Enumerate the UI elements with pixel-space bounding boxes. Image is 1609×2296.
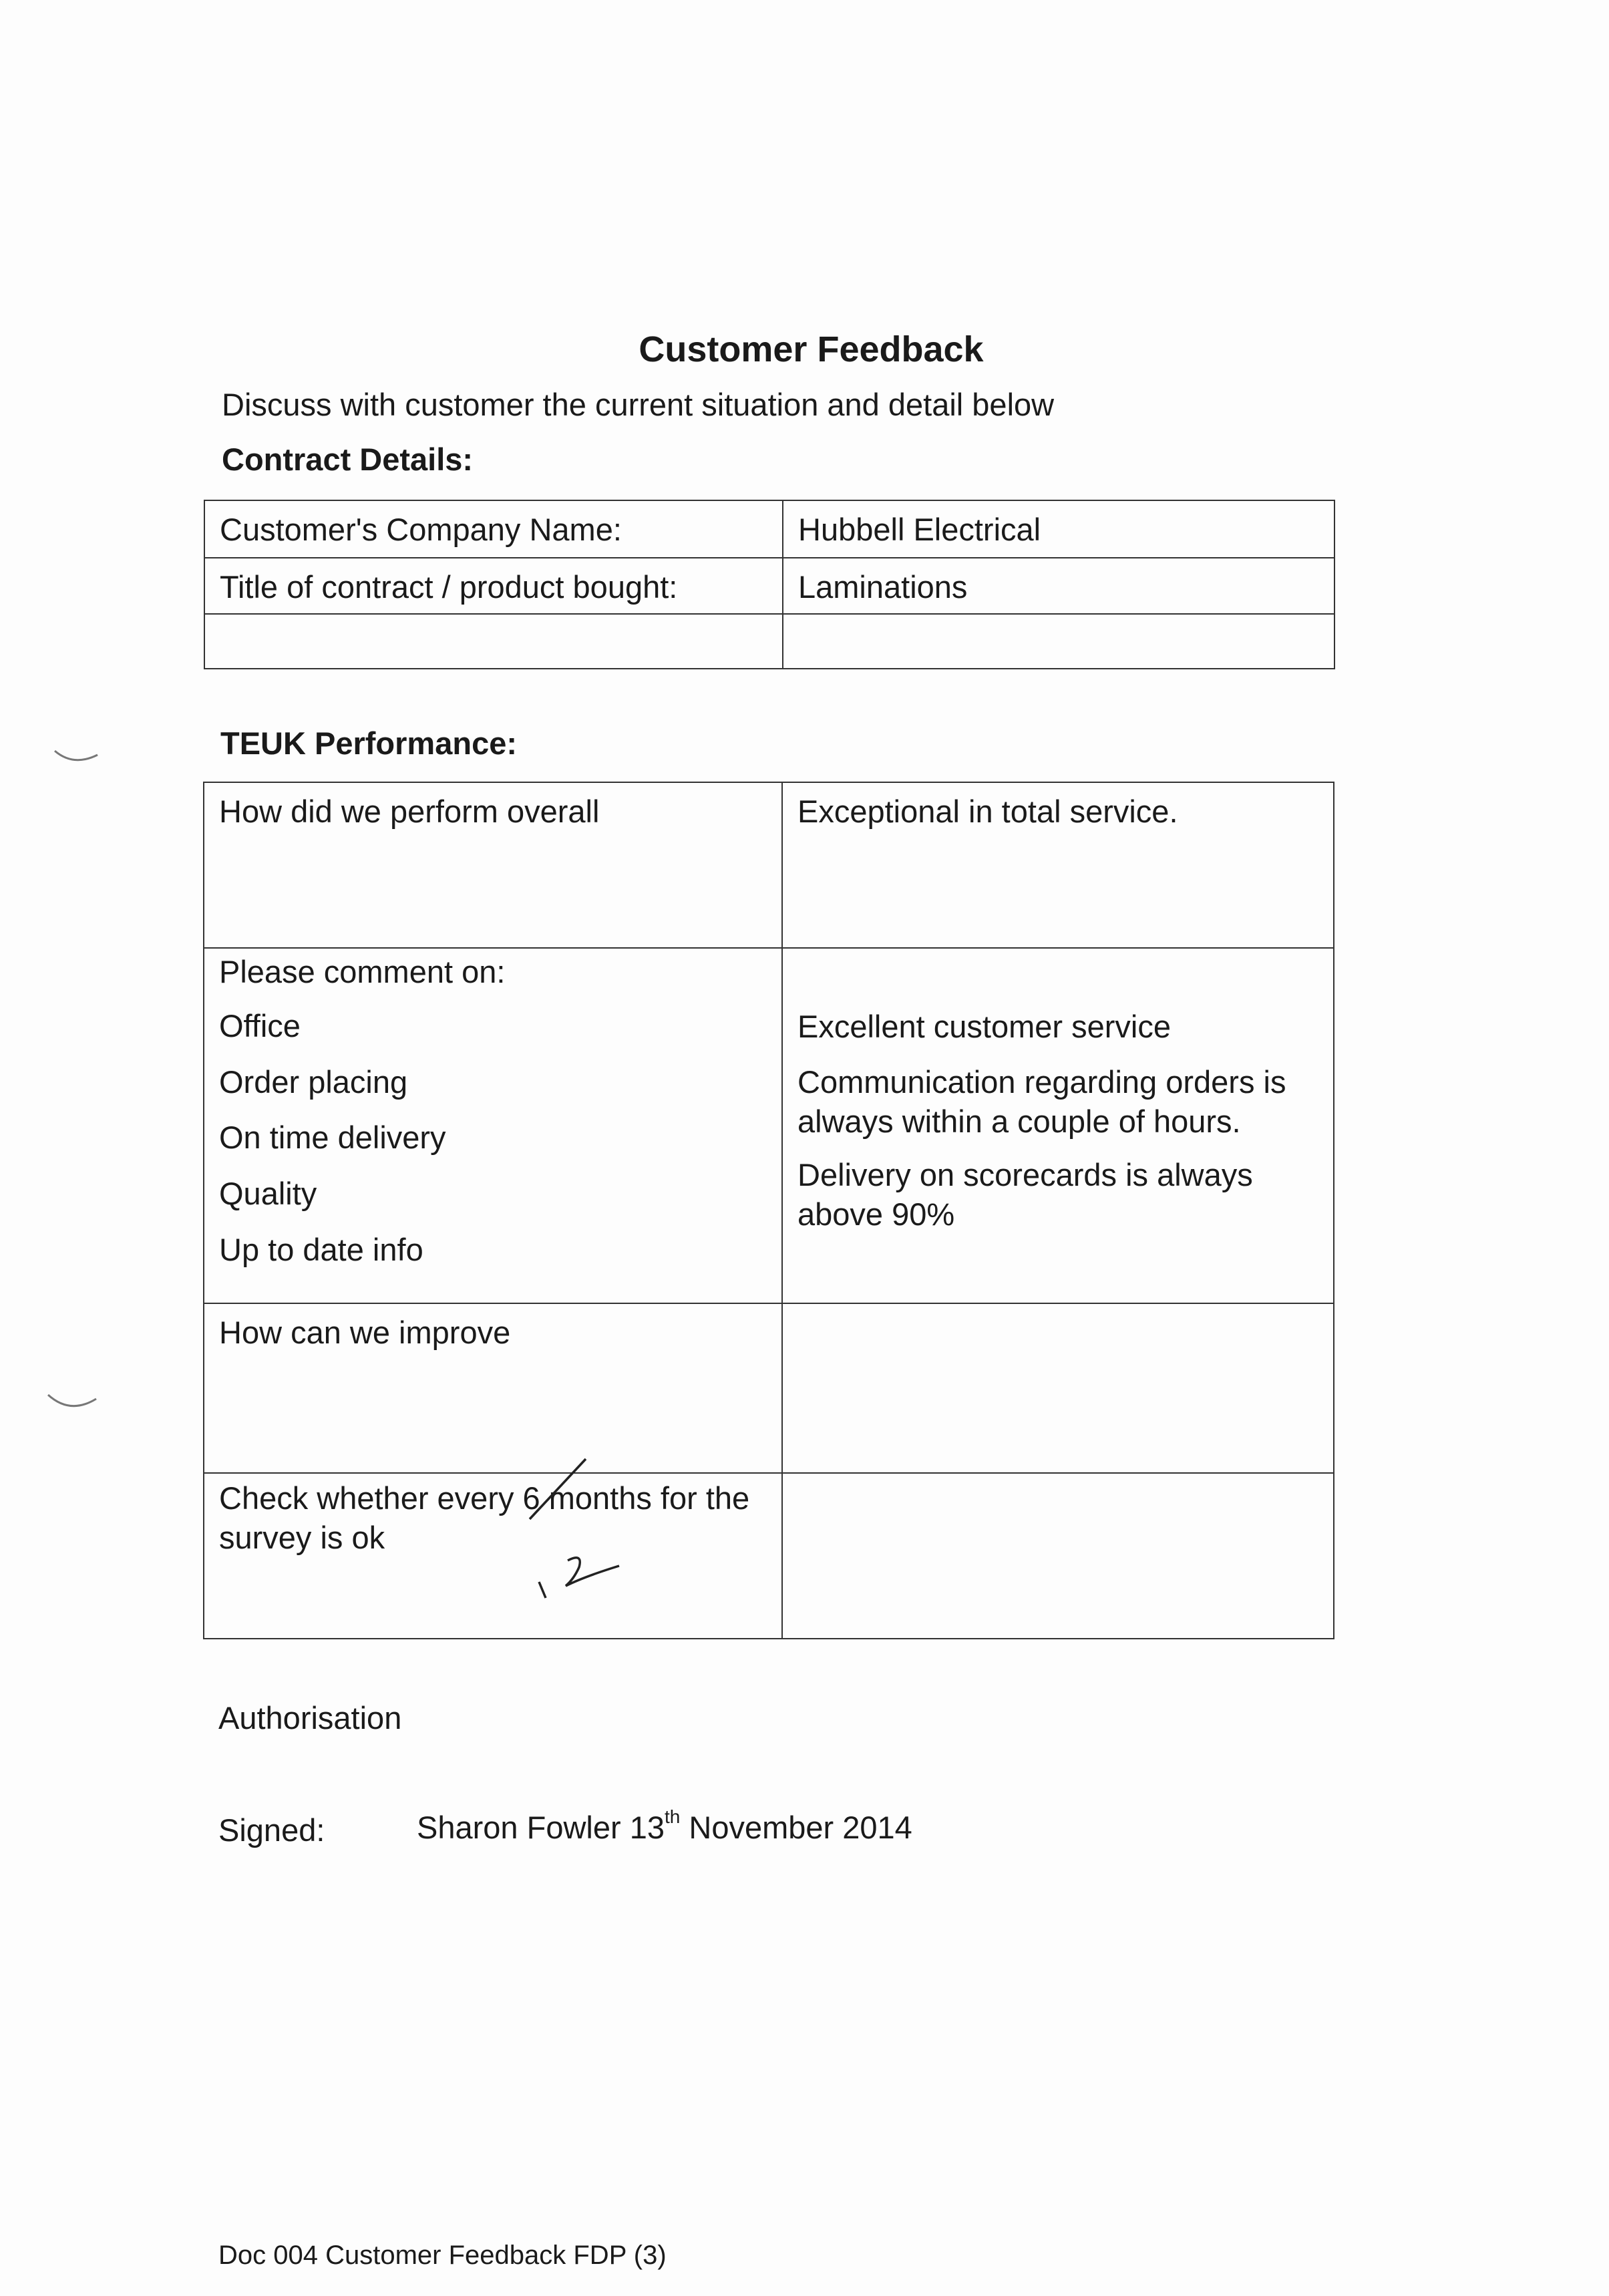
overall-value: Exceptional in total service. [797,794,1178,829]
comment-item-on-time-delivery: On time delivery [219,1120,446,1156]
handwritten-strike-mark [524,1455,591,1528]
authorisation-label: Authorisation [218,1700,402,1736]
survey-label-post: months for the survey is ok [219,1480,750,1555]
comment-item-office: Office [219,1007,301,1043]
comment-intro: Please comment on: [219,954,506,989]
page-title: Customer Feedback [639,329,984,369]
survey-label-pre: Check whether every [219,1480,514,1516]
handwritten-correction [531,1536,631,1610]
contract-table [204,500,1335,669]
performance-heading: TEUK Performance: [220,725,517,761]
comment-item-up-to-date-info: Up to date info [219,1231,423,1267]
contract-heading: Contract Details: [222,442,474,477]
signed-name: Sharon Fowler 13 [417,1810,665,1845]
contract-row [204,500,1334,558]
contract-title-label: Title of contract / product bought: [220,569,678,605]
signed-date: November 2014 [689,1810,912,1845]
comment-value-office: Excellent customer service [797,1009,1171,1044]
improve-row [204,1303,1334,1473]
signature-line [417,1806,912,1846]
contract-row-empty [204,614,1334,669]
empty-value-cell [783,615,1334,624]
survey-value [783,1474,1333,1483]
improve-value [783,1304,1333,1313]
intro-text: Discuss with customer the current situation and detail below [222,387,1055,422]
overall-label: How did we perform overall [219,794,600,829]
improve-label: How can we improve [219,1315,511,1350]
comment-value-order-placing: Communication regarding orders is always within a couple of hours. [797,1063,1286,1139]
company-name-label: Customer's Company Name: [220,512,622,547]
survey-row [204,1473,1334,1639]
contract-row [204,558,1334,614]
comment-item-quality: Quality [219,1176,317,1211]
comment-row [204,948,1334,1303]
comment-item-order-placing: Order placing [219,1063,408,1100]
company-name-value: Hubbell Electrical [798,512,1041,547]
overall-row [204,782,1334,948]
signed-label: Signed: [218,1812,325,1848]
empty-label-cell [205,615,782,624]
signed-date-suffix: th [664,1806,681,1828]
comment-value-delivery: Delivery on scorecards is always above 90% [797,1157,1253,1232]
performance-table [203,782,1334,1639]
punch-hole-mark-bottom [47,1389,100,1416]
document-footer: Doc 004 Customer Feedback FDP (3) [218,2241,667,2270]
punch-hole-mark-top [53,748,100,768]
survey-struck-number: 6 [522,1480,540,1516]
contract-title-value: Laminations [798,569,968,605]
